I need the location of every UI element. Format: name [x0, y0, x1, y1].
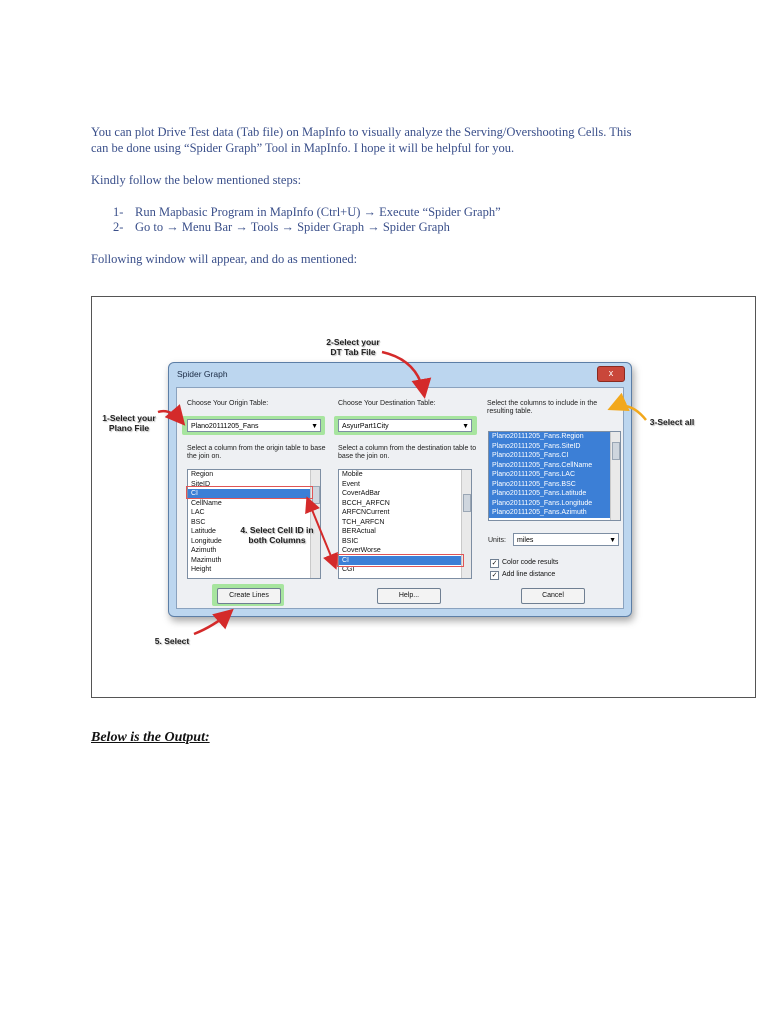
step-2-text: Go to → Menu Bar → Tools → Spider Graph → Spider Graph: [135, 220, 450, 234]
list-item[interactable]: CGI: [342, 566, 355, 573]
list-item-selected[interactable]: Plano20111205_Fans.Azimuth: [489, 508, 620, 518]
chevron-down-icon: ▼: [609, 537, 616, 544]
intro-line-1: You can plot Drive Test data (Tab file) on MapInfo to visually analyze the Serving/Overshooting Cells. This: [91, 125, 632, 139]
destination-table-value: AsyurPart1City: [342, 423, 389, 430]
color-code-label: Color code results: [502, 559, 559, 566]
list-item-selected[interactable]: Plano20111205_Fans.Longitude: [489, 499, 620, 509]
destination-table-label: Choose Your Destination Table:: [338, 400, 436, 407]
list-item[interactable]: CoverWorse: [342, 547, 381, 554]
list-item[interactable]: BCCH_ARFCN: [342, 499, 390, 507]
chevron-down-icon: ▼: [311, 423, 318, 430]
list-item[interactable]: CellName: [191, 499, 222, 507]
units-label: Units:: [488, 537, 506, 544]
list-item-selected[interactable]: Plano20111205_Fans.CI: [489, 451, 620, 461]
list-item-selected[interactable]: Plano20111205_Fans.LAC: [489, 470, 620, 480]
help-button[interactable]: Help...: [377, 588, 441, 604]
chevron-down-icon: ▼: [462, 423, 469, 430]
list-item-selected[interactable]: CI: [339, 556, 471, 566]
steps-intro: Kindly follow the below mentioned steps:: [91, 173, 302, 187]
list-item[interactable]: Event: [342, 480, 360, 488]
list-item[interactable]: BERActual: [342, 528, 376, 535]
list-item[interactable]: Longitude: [191, 537, 222, 545]
checkmark-icon: ✓: [491, 572, 498, 579]
list-item[interactable]: BSC: [191, 518, 206, 526]
line-distance-label: Add line distance: [502, 571, 556, 578]
dialog-title: Spider Graph: [177, 369, 228, 379]
list-item-selected[interactable]: Plano20111205_Fans.BSC: [489, 480, 620, 490]
arrow-3: [612, 406, 646, 420]
list-item[interactable]: CoverAdBar: [342, 490, 381, 497]
intro-line-2: can be done using “Spider Graph” Tool in MapInfo. I hope it will be helpful for you.: [91, 141, 515, 155]
list-item[interactable]: BSIC: [342, 537, 359, 545]
destination-column-label: Select a column from the destination table to base the join on.: [338, 445, 477, 460]
step-1-number: 1-: [113, 205, 124, 219]
list-item[interactable]: ARFCNCurrent: [342, 509, 390, 516]
list-item-selected[interactable]: CI: [188, 489, 320, 499]
list-item[interactable]: SiteID: [191, 480, 211, 488]
list-item-selected[interactable]: Plano20111205_Fans.Region: [489, 432, 620, 442]
annotation-5: 5. Select: [154, 636, 190, 646]
close-button[interactable]: x: [597, 366, 625, 382]
window-note: Following window will appear, and do as mentioned:: [91, 252, 358, 266]
origin-column-label: Select a column from the origin table to base the join on.: [187, 445, 326, 460]
arrow-2: [382, 352, 424, 394]
list-item[interactable]: Height: [191, 566, 212, 573]
list-item[interactable]: LAC: [191, 509, 205, 516]
annotation-4: 4. Select Cell ID in both Columns: [240, 525, 314, 545]
list-item-selected[interactable]: Plano20111205_Fans.CellName: [489, 461, 620, 471]
step-1-text: Run Mapbasic Program in MapInfo (Ctrl+U) → Execute “Spider Graph”: [135, 205, 501, 219]
origin-table-value: Plano20111205_Fans: [191, 423, 259, 430]
create-lines-button[interactable]: Create Lines: [217, 588, 281, 604]
output-heading: Below is the Output:: [91, 730, 210, 745]
list-item[interactable]: Azimuth: [191, 547, 217, 554]
list-item[interactable]: Mazimuth: [191, 556, 222, 564]
checkmark-icon: ✓: [491, 560, 498, 567]
cancel-button[interactable]: Cancel: [521, 588, 585, 604]
list-item[interactable]: Region: [191, 471, 214, 478]
list-item[interactable]: Mobile: [342, 471, 363, 478]
list-item-selected[interactable]: Plano20111205_Fans.Latitude: [489, 489, 620, 499]
list-item[interactable]: Latitude: [191, 528, 216, 535]
annotation-1: 1-Select your Plano File: [102, 413, 156, 433]
annotation-2: 2-Select your DT Tab File: [326, 337, 380, 357]
arrow-1: [158, 411, 182, 422]
units-value: miles: [517, 537, 534, 544]
list-item[interactable]: TCH_ARFCN: [342, 518, 385, 526]
step-2-number: 2-: [113, 220, 124, 234]
annotation-3: 3-Select all: [649, 417, 695, 427]
arrow-5: [194, 612, 230, 634]
list-item-selected[interactable]: Plano20111205_Fans.SiteID: [489, 442, 620, 452]
origin-table-label: Choose Your Origin Table:: [187, 400, 269, 407]
result-columns-label: Select the columns to include in the resulting table.: [487, 400, 598, 415]
